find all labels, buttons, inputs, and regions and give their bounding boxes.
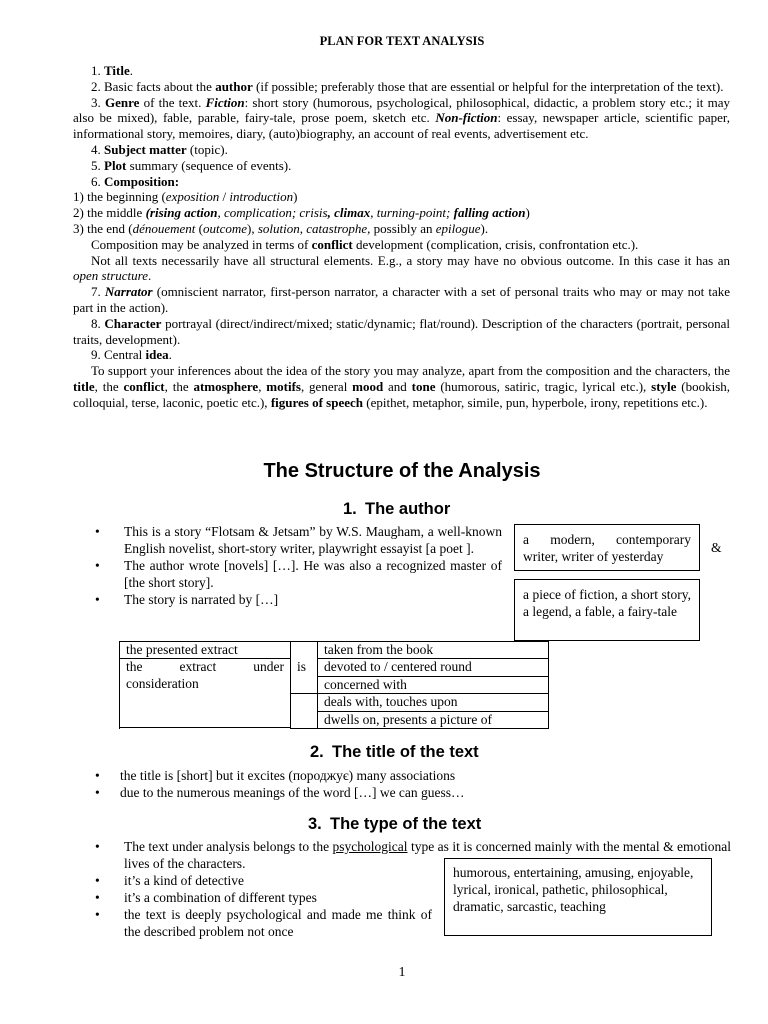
composition-middle: 2) the middle (rising action, complication; crisis, climax, turning-point; falling action) <box>73 205 530 221</box>
plan-body <box>73 63 730 411</box>
plan-item-7: 7. Narrator (omniscient narrator, first-person narrator, a character with a set of personal traits who may or may not take part in the action). <box>73 284 731 315</box>
table-cell-right: devoted to / centered round <box>318 659 549 676</box>
table-left-cell-bottom <box>119 711 291 728</box>
title-bullets <box>73 767 673 801</box>
composition-beginning: 1) the beginning (exposition / introduction) <box>73 189 298 205</box>
genre-box: a piece of fiction, a short story, a legend, a fable, a fairy-tale <box>514 579 700 641</box>
support-paragraph: To support your inferences about the idea of the story you may analyze, apart from the composition and the characters, the title, the conflict, the atmosphere, motifs, general mood and tone (humorous, satiric, tragic, lyrical etc.), style (bookish, colloquial, terse, laconic, poetic etc.), figures of speech (epithet, metaphor, simile, pun, hyperbole, irony, repetitions etc.). <box>73 363 731 410</box>
page-number: 1 <box>398 965 406 980</box>
plan-title: PLAN FOR TEXT ANALYSIS <box>319 34 485 48</box>
plan-item-4: 4. Subject matter (topic). <box>91 141 228 157</box>
list-item: • The text under analysis belongs to the psychological type as it is concerned mainly with the mental & emotional lives of the characters. <box>95 839 732 871</box>
plan-item-1: 1. Title. <box>91 63 134 78</box>
list-item: • due to the numerous meanings of the word […] we can guess… <box>95 785 465 800</box>
section-1-heading: 1. The author <box>343 500 451 518</box>
plan-item-2: 2. Basic facts about the author (if possible; preferably those that are essential or helpful for the interpretation of the text). <box>91 78 724 94</box>
ampersand: & <box>711 540 722 555</box>
plan-item-6: 6. Composition: <box>91 173 180 189</box>
list-item: • it’s a kind of detective <box>95 873 244 888</box>
list-item: • the text is deeply psychological and made me think of the described problem not once <box>95 907 432 939</box>
open-structure-note: Not all texts necessarily have all structural elements. E.g., a story may have no obvious outcome. In this case it has an open structure. <box>73 252 730 284</box>
plan-item-5: 5. Plot summary (sequence of events). <box>91 157 292 173</box>
table-cell-left: the presented extract <box>120 642 291 659</box>
text-type-box: humorous, entertaining, amusing, enjoyable, lyrical, ironical, pathetic, philosophical, dramatic, sarcastic, teaching <box>444 858 712 936</box>
author-bullets <box>73 523 502 608</box>
list-item: • The author wrote [novels] […]. He was also a recognized master of [the short story]. <box>95 558 502 590</box>
table-cell-spacer <box>291 676 318 693</box>
table-cell-spacer <box>291 694 318 711</box>
composition-end: 3) the end (dénouement (outcome), solution, catastrophe, possibly an epilogue). <box>73 220 489 236</box>
structure-title: The Structure of the Analysis <box>263 460 541 482</box>
table-cell-right: concerned with <box>318 676 549 693</box>
table-cell-right: dwells on, presents a picture of <box>318 711 549 728</box>
list-item: • The story is narrated by […] <box>95 592 279 607</box>
plan-item-8: 8. Character portrayal (direct/indirect/mixed; static/dynamic; flat/round). Description of the characters (portrait, personal traits, development). <box>73 315 730 347</box>
plan-item-9: 9. Central idea. <box>91 347 172 363</box>
table-cell-spacer <box>291 642 318 659</box>
table-cell-spacer <box>291 711 318 728</box>
table-cell-right: deals with, touches upon <box>318 694 549 711</box>
plan-item-3: 3. Genre of the text. Fiction: short story (humorous, psychological, philosophical, didactic, a problem story etc.; it may also be mixed), fable, parable, fairy-tale, prose poem, sketch etc. Non-fiction: essay, newspaper article, scientific paper, informational story, memoires, diary, (auto)biography, an account of real events, advertisement etc. <box>73 94 730 142</box>
section-2-heading: 2. The title of the text <box>310 743 479 761</box>
section-3-heading: 3. The type of the text <box>308 815 482 833</box>
table-cell-left: the extract under consideration <box>120 659 291 729</box>
table-cell-right: taken from the book <box>318 642 549 659</box>
table-cell-is: is <box>291 659 318 676</box>
list-item: • it’s a combination of different types <box>95 890 317 905</box>
list-item: • This is a story “Flotsam & Jetsam” by W.S. Maugham, a well-known English novelist, short-story writer, playwright essayist [a poet ]. <box>95 524 502 556</box>
composition-conflict: Composition may be analyzed in terms of conflict development (complication, crisis, confrontation etc.). <box>91 236 639 252</box>
list-item: • the title is [short] but it excites (породжує) many associations <box>95 768 456 783</box>
author-description-box: a modern, contemporary writer, writer of yesterday <box>514 524 700 571</box>
type-bullets-2 <box>73 872 432 940</box>
